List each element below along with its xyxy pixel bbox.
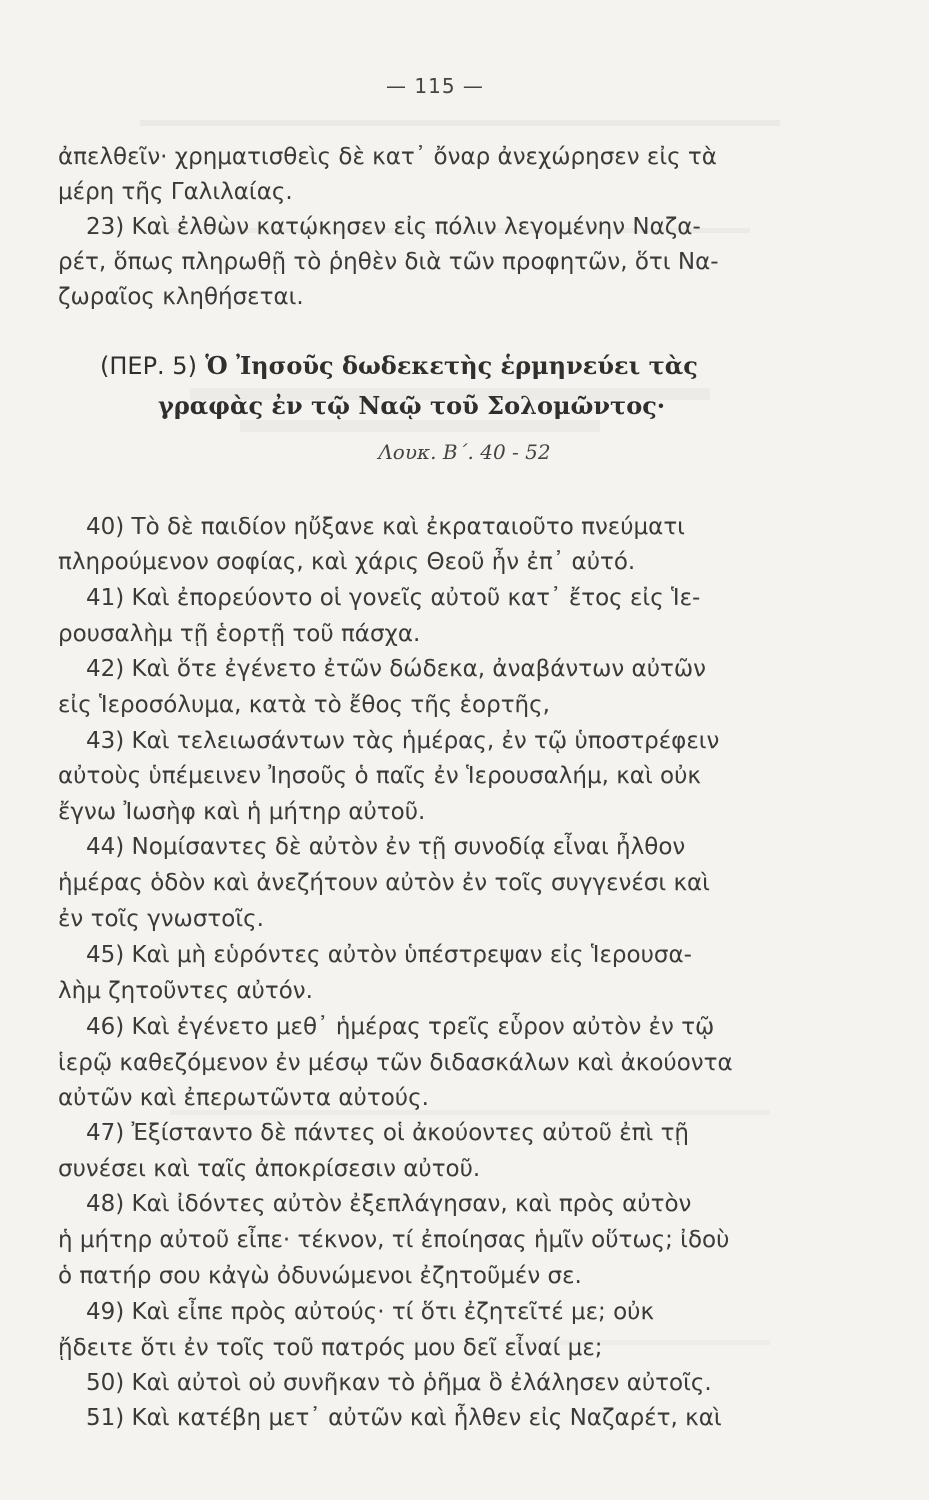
section-heading — [100, 350, 698, 382]
verse-line: 42) Καὶ ὅτε ἐγένετο ἐτῶν δώδεκα, ἀναβάντων αὐτῶν — [86, 656, 706, 682]
verse-line: 43) Καὶ τελειωσάντων τὰς ἡμέρας, ἐν τῷ ὑποστρέφειν — [86, 728, 720, 754]
verse-line: 40) Τὸ δὲ παιδίον ηὔξανε καὶ ἐκραταιοῦτο πνεύματι — [86, 514, 685, 540]
section-ref: (ΠΕΡ. 5) — [100, 352, 197, 380]
verse-line: αὐτῶν καὶ ἐπερωτῶντα αὐτούς. — [58, 1085, 429, 1111]
verse-line: 47) Ἐξίσταντο δὲ πάντες οἱ ἀκούοντες αὐτοῦ ἐπὶ τῇ — [86, 1120, 690, 1146]
verse-line: ἡ μήτηρ αὐτοῦ εἶπε· τέκνον, τί ἐποίησας ἡμῖν οὕτως; ἰδοὺ — [58, 1227, 730, 1253]
verse-line: ᾔδειτε ὅτι ἐν τοῖς τοῦ πατρός μου δεῖ εἶναί με; — [58, 1335, 603, 1361]
page-number: — 115 — — [386, 74, 484, 98]
section-title-line-1: Ὁ Ἰησοῦς δωδεκετὴς ἑρμηνεύει τὰς — [205, 351, 698, 380]
verse-line: 44) Νομίσαντες δὲ αὐτὸν ἐν τῇ συνοδίᾳ εἶναι ἦλθον — [86, 834, 686, 860]
verse-line: αὐτοὺς ὑπέμεινεν Ἰησοῦς ὁ παῖς ἐν Ἱερουσαλήμ, καὶ οὐκ — [58, 763, 701, 789]
text-line: ζωραῖος κληθήσεται. — [58, 284, 304, 310]
verse-line: ἱερῷ καθεζόμενον ἐν μέσῳ τῶν διδασκάλων καὶ ἀκούοντα — [58, 1050, 733, 1076]
section-title-line-2: γραφὰς ἐν τῷ Ναῷ τοῦ Σολομῶντος· — [158, 391, 666, 420]
verse-line: συνέσει καὶ ταῖς ἀποκρίσεσιν αὐτοῦ. — [58, 1156, 481, 1182]
verse-line: 41) Καὶ ἐπορεύοντο οἱ γονεῖς αὐτοῦ κατ᾽ ἔτος εἰς Ἱε- — [86, 585, 701, 611]
verse-line: ρουσαλὴμ τῇ ἑορτῇ τοῦ πάσχα. — [58, 621, 421, 647]
verse-line: λὴμ ζητοῦντες αὐτόν. — [58, 978, 313, 1004]
verse-line: ἐν τοῖς γνωστοῖς. — [58, 906, 264, 932]
verse-line: 45) Καὶ μὴ εὑρόντες αὐτὸν ὑπέστρεψαν εἰς Ἱερουσα- — [86, 942, 692, 968]
verse-line: εἰς Ἱεροσόλυμα, κατὰ τὸ ἔθος τῆς ἑορτῆς, — [58, 692, 550, 718]
verse-line: πληρούμενον σοφίας, καὶ χάρις Θεοῦ ἦν ἐπ᾽ αὐτό. — [58, 549, 636, 575]
verse-line: 46) Καὶ ἐγένετο μεθ᾽ ἡμέρας τρεῖς εὗρον αὐτὸν ἐν τῷ — [86, 1014, 715, 1040]
verse-line: ὁ πατήρ σου κἀγὼ ὀδυνώμενοι ἐζητοῦμέν σε. — [58, 1263, 582, 1289]
verse-line: 48) Καὶ ἰδόντες αὐτὸν ἐξεπλάγησαν, καὶ πρὸς αὐτὸν — [86, 1191, 692, 1217]
verse-line: 50) Καὶ αὐτοὶ οὐ συνῆκαν τὸ ῥῆμα ὃ ἐλάλησεν αὐτοῖς. — [86, 1370, 712, 1396]
section-heading-cont — [158, 390, 665, 422]
scripture-citation: Λουκ. Β΄. 40 - 52 — [378, 440, 551, 464]
verse-line: ἔγνω Ἰωσὴφ καὶ ἡ μήτηρ αὐτοῦ. — [58, 799, 426, 825]
text-line: 23) Καὶ ἐλθὼν κατῴκησεν εἰς πόλιν λεγομένην Ναζα- — [86, 214, 701, 240]
verse-line: 51) Καὶ κατέβη μετ᾽ αὐτῶν καὶ ἦλθεν εἰς Ναζαρέτ, καὶ — [86, 1405, 722, 1431]
text-line: ἀπελθεῖν· χρηματισθεὶς δὲ κατ᾽ ὄναρ ἀνεχώρησεν εἰς τὰ — [58, 144, 717, 170]
text-line: ρέτ, ὅπως πληρωθῇ τὸ ῥηθὲν διὰ τῶν προφητῶν, ὅτι Να- — [58, 249, 719, 275]
text-line: μέρη τῆς Γαλιλαίας. — [58, 179, 293, 205]
verse-line: 49) Καὶ εἶπε πρὸς αὐτούς· τί ὅτι ἐζητεῖτέ με; οὐκ — [86, 1299, 655, 1325]
verse-line: ἡμέρας ὁδὸν καὶ ἀνεζήτουν αὐτὸν ἐν τοῖς συγγενέσι καὶ — [58, 870, 710, 896]
